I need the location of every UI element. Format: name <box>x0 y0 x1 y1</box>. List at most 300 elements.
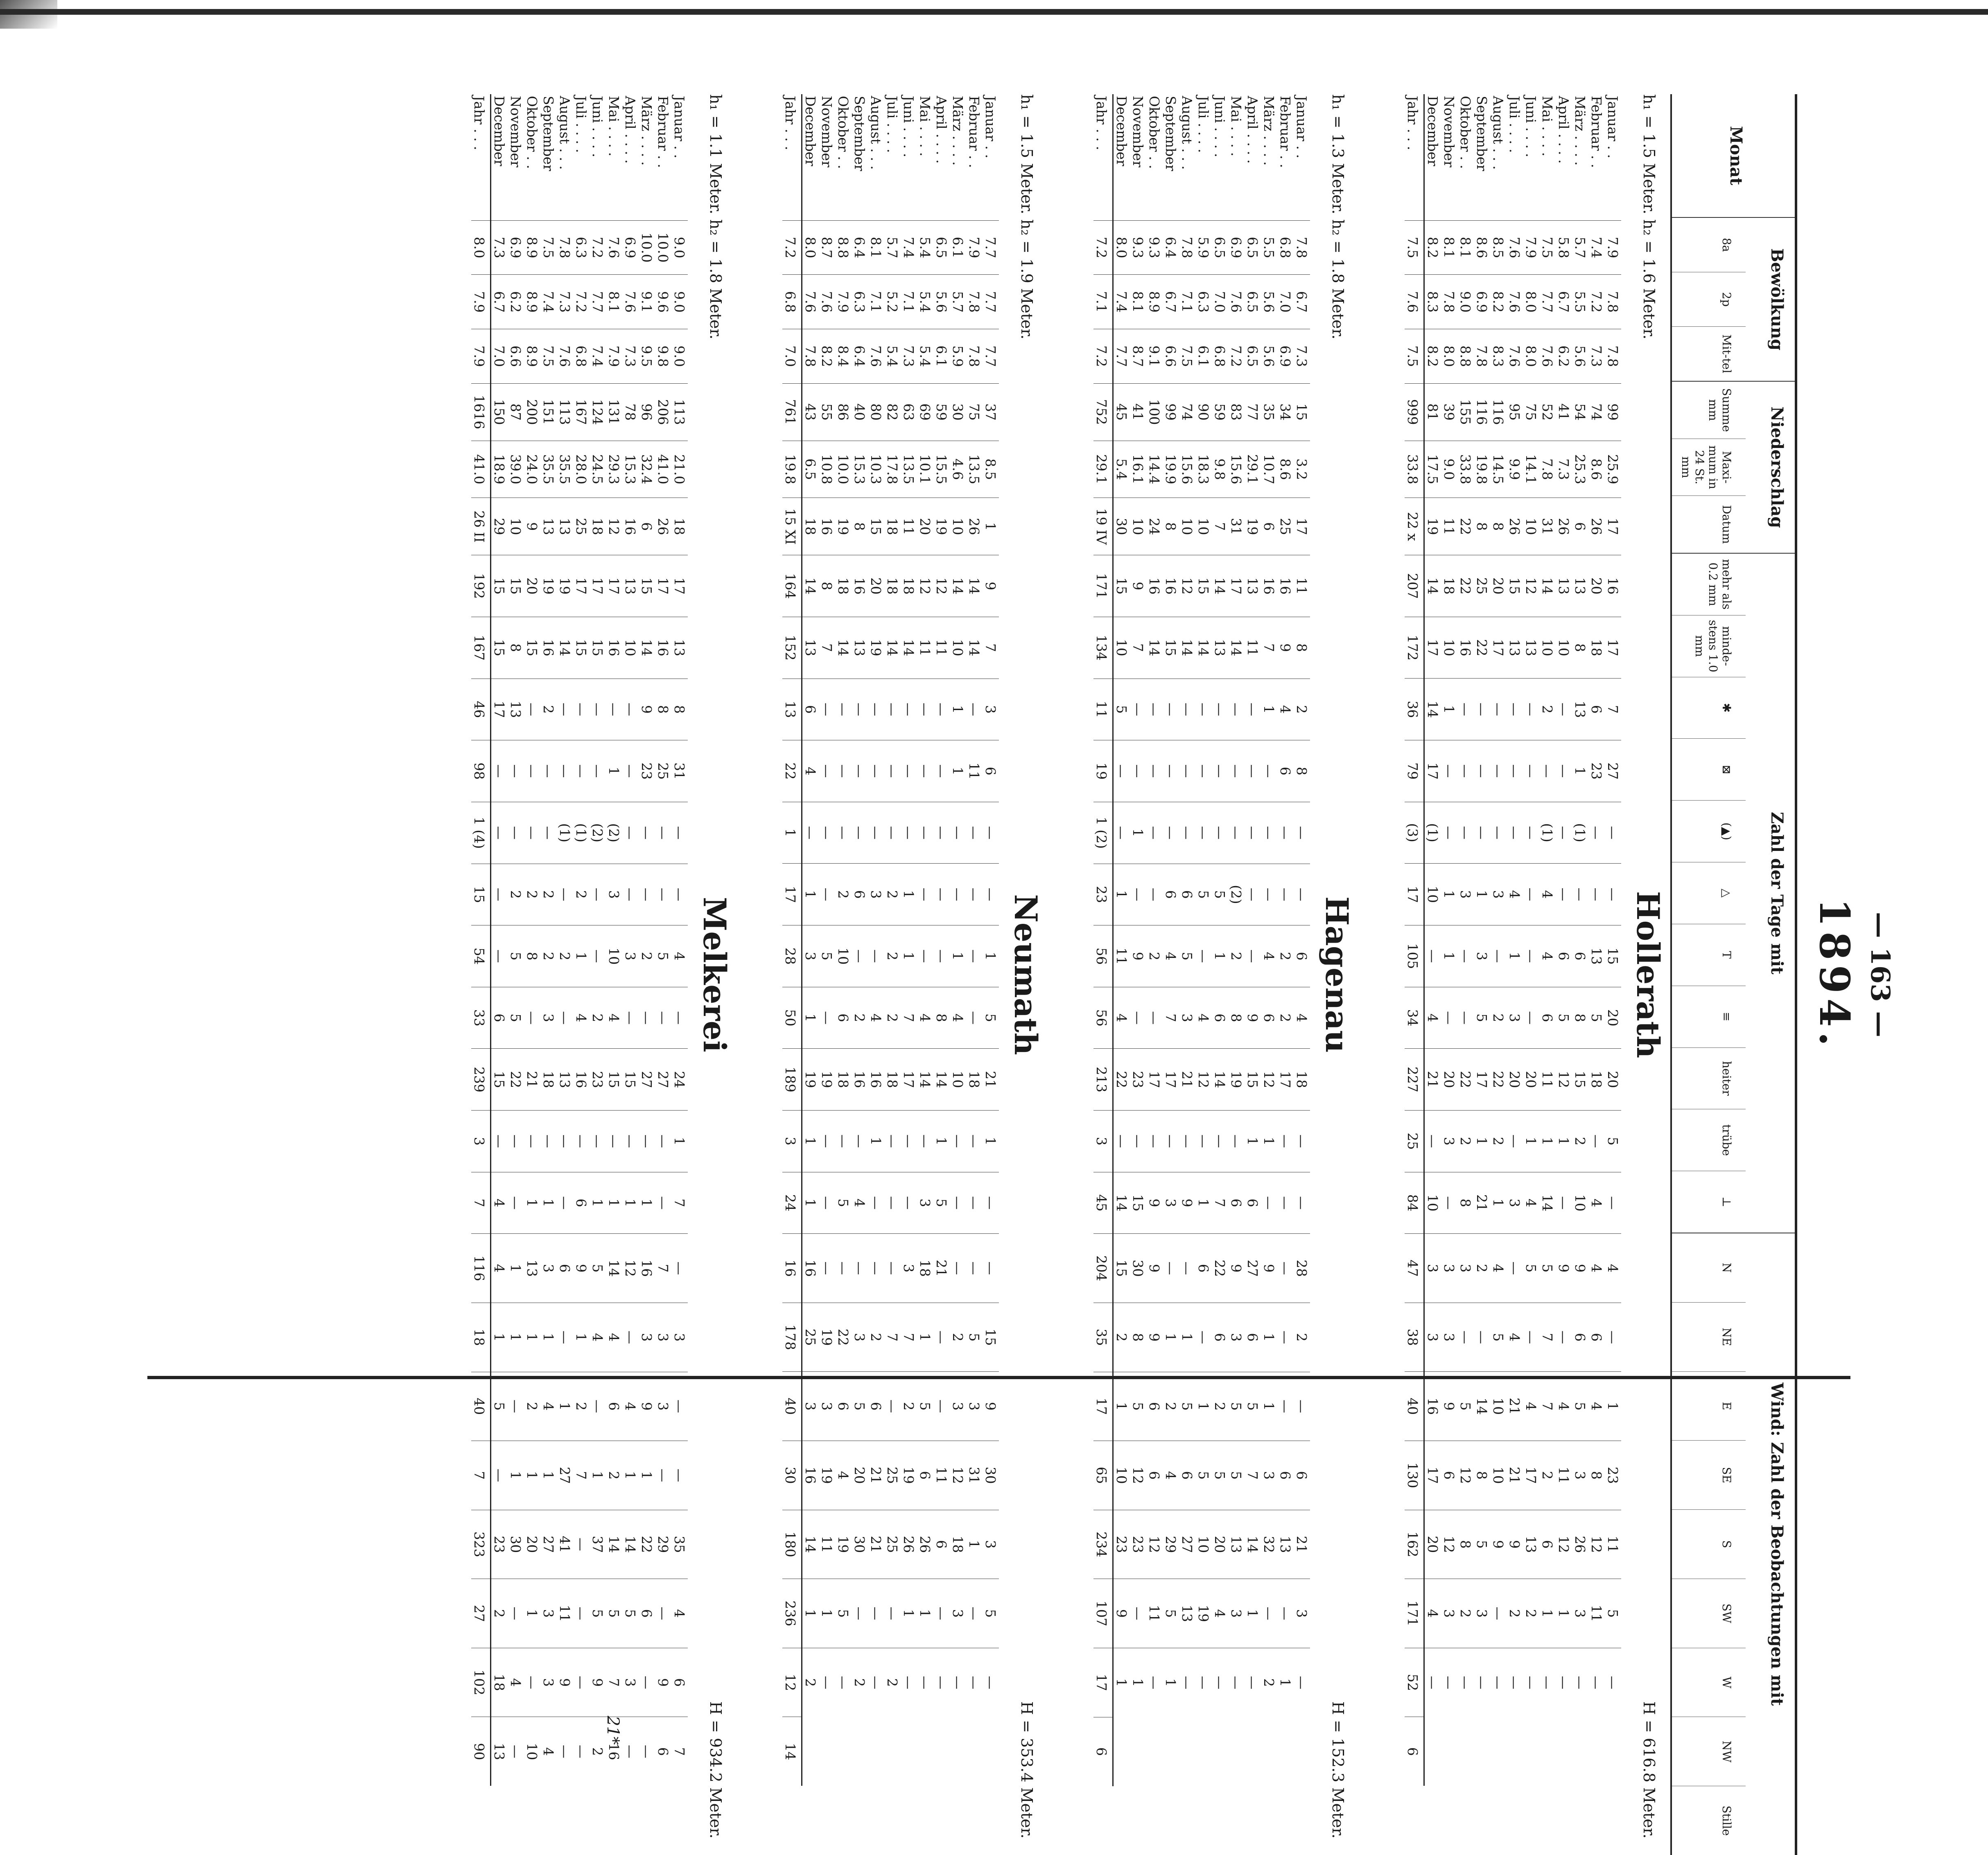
table-cell: 10.1 <box>917 441 933 498</box>
table-cell: 152 <box>782 617 802 679</box>
table-cell: 13 <box>782 679 802 740</box>
table-cell: 19 <box>819 1303 835 1372</box>
table-cell: 7.8 <box>1539 441 1556 498</box>
table-cell: 87 <box>508 383 524 441</box>
table-cell: 9 <box>557 1648 573 1717</box>
table-cell: 3 <box>540 1234 557 1303</box>
table-cell: 5.6 <box>1261 329 1277 384</box>
table-cell: 5 <box>835 1579 852 1648</box>
table-cell: — <box>983 1172 999 1234</box>
table-cell: 20 <box>1605 987 1621 1049</box>
table-cell: 52 <box>1405 1648 1424 1717</box>
table-cell: 2 <box>573 864 590 925</box>
table-cell: 1 <box>1113 1648 1130 1717</box>
month-label: April . . . . <box>1245 96 1261 164</box>
table-cell: 3 <box>1507 987 1523 1049</box>
table-cell: 13 <box>1556 555 1572 617</box>
table-cell: — <box>1441 1648 1457 1717</box>
month-label: December <box>802 96 819 166</box>
table-cell: 4 <box>1588 1372 1605 1441</box>
table-cell: — <box>917 1110 933 1172</box>
table-cell: 113 <box>557 383 573 441</box>
table-cell: 6 <box>1539 987 1556 1049</box>
table-cell: 7.2 <box>1093 329 1113 384</box>
table-cell: — <box>1245 740 1261 802</box>
table-cell: — <box>901 1648 917 1717</box>
table-cell: — <box>639 1111 655 1172</box>
table-cell: 78 <box>622 383 639 441</box>
table-cell: 9.3 <box>1130 220 1146 275</box>
table-row <box>835 94 852 1855</box>
table-cell: 116 <box>1490 383 1507 441</box>
table-cell: 7.8 <box>1605 329 1621 384</box>
table-cell: 21 <box>1424 1049 1441 1111</box>
table-cell: 10 <box>524 1717 540 1786</box>
table-cell: 8.8 <box>835 220 852 275</box>
table-cell: 5 <box>1457 1372 1474 1441</box>
table-cell: 2 <box>573 1372 590 1441</box>
table-cell: — <box>819 1648 835 1717</box>
table-cell: 8.9 <box>524 329 540 384</box>
bewoelkung-col-1: 2p <box>1672 272 1746 326</box>
table-cell: 10 <box>950 617 966 679</box>
table-cell: 4 <box>1507 864 1523 925</box>
table-cell: 15 <box>573 617 590 679</box>
table-cell: 16 <box>1457 617 1474 679</box>
table-cell: — <box>1163 802 1179 864</box>
table-cell: 2 <box>1539 679 1556 740</box>
table-cell: 2 <box>508 864 524 925</box>
table-row <box>933 94 950 1855</box>
table-cell: 8.1 <box>1130 275 1146 329</box>
table-cell: 17 <box>1146 1049 1163 1111</box>
table-cell: — <box>1277 1303 1294 1372</box>
table-cell: 2 <box>901 1372 917 1441</box>
table-cell: 15.5 <box>933 441 950 498</box>
table-cell: 26 <box>1556 498 1572 555</box>
table-cell: 1 <box>1572 740 1588 802</box>
table-cell: 13 <box>491 1717 508 1786</box>
table-cell: 86 <box>835 383 852 441</box>
table-cell: 13.5 <box>901 441 917 498</box>
table-cell: 1 <box>606 740 622 802</box>
table-cell: 8 <box>1474 1441 1490 1510</box>
table-cell: 7.1 <box>1179 275 1195 329</box>
table-cell: 17 <box>1405 864 1424 925</box>
table-cell: — <box>491 1111 508 1172</box>
table-cell: 14 <box>639 617 655 679</box>
table-cell: 4 <box>508 1648 524 1717</box>
table-cell: (1) <box>1539 802 1556 864</box>
table-cell: 12 <box>622 1234 639 1303</box>
table-cell: 25 <box>1474 555 1490 617</box>
table-cell: 8.6 <box>1588 441 1605 498</box>
table-cell: 12 <box>917 555 933 617</box>
table-cell: 5.9 <box>1195 220 1212 275</box>
table-cell: — <box>1605 802 1621 864</box>
table-row <box>802 94 819 1855</box>
table-cell: 10 <box>835 925 852 987</box>
table-cell: 16 <box>606 617 622 679</box>
table-cell: 38 <box>1405 1303 1424 1372</box>
table-cell: — <box>1605 864 1621 925</box>
table-cell: 30 <box>1113 498 1130 555</box>
table-cell: — <box>573 1579 590 1648</box>
table-cell: 8.0 <box>1113 220 1130 275</box>
table-cell: 29.1 <box>1093 441 1113 498</box>
table-cell: — <box>1228 802 1245 864</box>
table-cell: — <box>835 679 852 740</box>
table-cell: — <box>524 1648 540 1717</box>
table-cell: 5 <box>1605 1111 1621 1172</box>
table-cell: 26 <box>1507 498 1523 555</box>
table-cell: 10 <box>1490 1441 1507 1510</box>
table-cell: 9.0 <box>1441 441 1457 498</box>
table-cell: 9 <box>1228 1234 1245 1303</box>
table-cell: — <box>1245 864 1261 925</box>
table-cell: — <box>966 987 983 1049</box>
table-cell: 7 <box>573 1441 590 1510</box>
table-cell: 8 <box>1572 987 1588 1049</box>
table-cell: 8.1 <box>868 220 884 275</box>
table-cell: 5 <box>1179 1372 1195 1441</box>
table-cell: 10 <box>1490 1372 1507 1441</box>
table-cell: 7 <box>884 1303 901 1372</box>
table-cell: 6 <box>557 1234 573 1303</box>
zahl-col-10: ⊥ <box>1672 1171 1746 1233</box>
table-cell: 7 <box>1539 1372 1556 1441</box>
table-cell: 7.5 <box>1405 329 1424 384</box>
table-cell: 9.0 <box>671 275 688 329</box>
table-cell: — <box>1146 1648 1163 1717</box>
table-cell: 8 <box>1490 498 1507 555</box>
table-cell: 15 <box>1163 617 1179 679</box>
table-cell: 13 <box>622 555 639 617</box>
table-cell: 151 <box>540 383 557 441</box>
table-cell: — <box>1294 864 1310 925</box>
table-row <box>508 94 524 1855</box>
table-cell: — <box>852 740 868 802</box>
table-cell: 11 <box>1146 1579 1163 1648</box>
table-row <box>1179 94 1195 1855</box>
table-cell: 15 <box>1245 1049 1261 1111</box>
table-cell: 27 <box>1179 1510 1195 1579</box>
table-cell: 14 <box>1195 617 1212 679</box>
table-cell: 6.9 <box>508 220 524 275</box>
table-cell: 6.3 <box>573 220 590 275</box>
table-cell: 9.0 <box>671 220 688 275</box>
table-cell: 10 <box>950 1049 966 1111</box>
table-cell: 30 <box>852 1510 868 1579</box>
table-cell: — <box>1146 802 1163 864</box>
table-cell: — <box>491 1441 508 1510</box>
table-row <box>1130 94 1146 1855</box>
table-cell: 4 <box>1163 925 1179 987</box>
table-cell: 19 <box>819 1049 835 1111</box>
table-cell: 178 <box>782 1303 802 1372</box>
page-number: — 163 — <box>1865 912 1895 1038</box>
table-cell: 18 <box>1588 1049 1605 1111</box>
table-cell: 6 <box>1572 498 1588 555</box>
table-cell: 23 <box>1113 1510 1130 1579</box>
table-cell: 12 <box>1130 1441 1146 1510</box>
table-cell: 90 <box>1195 383 1212 441</box>
table-cell: 14 <box>933 1049 950 1111</box>
table-cell: 35 <box>671 1510 688 1579</box>
table-cell: — <box>819 1110 835 1172</box>
table-cell: 13 <box>852 617 868 679</box>
table-cell: 7.2 <box>1093 220 1113 275</box>
page-year: 1894. <box>1810 898 1859 1051</box>
table-cell: 23 <box>1605 1441 1621 1510</box>
table-cell: 20 <box>1605 1049 1621 1111</box>
table-cell: 1 <box>1261 1372 1277 1441</box>
table-cell: 7.3 <box>1588 329 1605 384</box>
table-cell: 18 <box>540 1049 557 1111</box>
table-cell: 14 <box>802 1510 819 1579</box>
table-cell: 15 <box>1572 1049 1588 1111</box>
table-cell: 22 <box>1490 1049 1507 1111</box>
table-cell: 1 <box>1277 1648 1294 1717</box>
table-cell: 3 <box>1093 1111 1113 1172</box>
table-cell: 4 <box>491 1172 508 1234</box>
table-row <box>1228 94 1245 1855</box>
table-cell: 1 <box>508 1441 524 1510</box>
table-cell: 23 <box>590 1049 606 1111</box>
table-cell: 7.6 <box>1539 329 1556 384</box>
table-cell: — <box>1277 802 1294 864</box>
table-cell: 8.2 <box>819 329 835 384</box>
table-cell: — <box>622 1717 639 1786</box>
zahl-col-2: ✱ <box>1672 677 1746 739</box>
table-cell: — <box>1277 1372 1294 1441</box>
station-melkerei-H-label: H = 934.2 Meter. <box>707 1701 725 1839</box>
table-cell: 5 <box>1212 1441 1228 1510</box>
table-cell: 12 <box>933 555 950 617</box>
table-cell: 18 <box>917 1234 933 1303</box>
table-cell: 13 <box>1212 617 1228 679</box>
table-cell: 17 <box>1163 1049 1179 1111</box>
header-bewoelkung: Bewölkung 8a 2p Mit-tel <box>1672 217 1795 381</box>
table-cell: — <box>950 1172 966 1234</box>
zahl-col-5: △ <box>1672 862 1746 924</box>
table-cell: 9 <box>639 679 655 740</box>
station-hollerath-h-label: h₁ = 1.5 Meter. h₂ = 1.6 Meter. <box>1640 94 1658 339</box>
table-cell: — <box>1146 740 1163 802</box>
table-cell: 10 <box>606 925 622 987</box>
table-row <box>782 94 802 1855</box>
table-cell: 4 <box>573 987 590 1049</box>
table-cell: — <box>1588 1648 1605 1717</box>
table-cell: 9.8 <box>655 329 671 384</box>
table-cell: 40 <box>471 1372 491 1441</box>
wind-col-4: S <box>1672 1509 1746 1579</box>
table-cell: 1 <box>1113 1372 1130 1441</box>
table-cell: 7.8 <box>1294 220 1310 275</box>
table-cell: 15 <box>1507 555 1523 617</box>
table-cell: — <box>802 802 819 864</box>
table-cell: — <box>1130 864 1146 925</box>
table-cell: 7.9 <box>835 275 852 329</box>
table-cell: 36 <box>1405 679 1424 740</box>
table-cell: 4 <box>1490 1234 1507 1303</box>
table-cell: — <box>1195 740 1212 802</box>
table-cell: 6 <box>573 1172 590 1234</box>
table-cell: — <box>966 1172 983 1234</box>
table-cell: 24 <box>782 1172 802 1234</box>
table-cell: 6 <box>1179 864 1195 925</box>
table-cell: 5 <box>606 1579 622 1648</box>
table-cell: 12 <box>782 1648 802 1717</box>
table-cell: — <box>1113 802 1130 864</box>
table-cell: 19 IV <box>1093 498 1113 555</box>
table-cell: 8.9 <box>524 275 540 329</box>
table-cell: — <box>1261 802 1277 864</box>
table-cell: 22 <box>1457 1049 1474 1111</box>
table-cell: 5.4 <box>1113 441 1130 498</box>
table-cell: 162 <box>1405 1510 1424 1579</box>
table-cell: 15.3 <box>852 441 868 498</box>
month-label: Januar . . <box>983 96 999 158</box>
table-cell: (1) <box>557 802 573 864</box>
table-cell: 1 <box>491 1303 508 1372</box>
table-cell: — <box>1130 740 1146 802</box>
scan-top-edge <box>0 9 1988 15</box>
table-cell: 16 <box>868 1049 884 1111</box>
table-cell: 13 <box>1588 925 1605 987</box>
table-cell: 11 <box>1113 925 1130 987</box>
table-row <box>1457 94 1474 1855</box>
table-cell: 56 <box>1093 925 1113 987</box>
table-row <box>1605 94 1621 1855</box>
table-cell: 17 <box>1228 555 1245 617</box>
table-cell: — <box>868 925 884 987</box>
month-label: December <box>491 96 508 166</box>
table-cell: 8.2 <box>1490 275 1507 329</box>
station-neumath-H-label: H = 353.4 Meter. <box>1018 1701 1036 1839</box>
table-cell: 33.8 <box>1457 441 1474 498</box>
table-cell: 7.0 <box>1212 275 1228 329</box>
table-cell: 6 <box>1093 1717 1113 1786</box>
table-cell: 1616 <box>471 383 491 441</box>
table-cell: 1 <box>983 925 999 987</box>
table-cell: 3 <box>901 1234 917 1303</box>
table-cell: — <box>622 679 639 740</box>
table-cell: — <box>1179 740 1195 802</box>
table-cell: 7.6 <box>557 329 573 384</box>
table-cell: 7.4 <box>590 329 606 384</box>
table-cell: 8 <box>819 555 835 617</box>
table-cell: — <box>639 802 655 864</box>
table-cell: 16 <box>1605 555 1621 617</box>
table-cell: 6 <box>1228 1172 1245 1234</box>
table-cell: — <box>1490 925 1507 987</box>
month-label: Februar . . <box>655 96 671 168</box>
table-cell: 5 <box>933 1172 950 1234</box>
station-hollerath-title: Hollerath <box>1630 891 1666 1059</box>
table-cell: 7.8 <box>966 275 983 329</box>
table-cell: — <box>1457 679 1474 740</box>
table-cell: 41 <box>1130 383 1146 441</box>
table-cell: 3 <box>868 864 884 925</box>
table-cell: 15 <box>1113 1234 1130 1303</box>
table-cell: 2 <box>852 987 868 1049</box>
table-cell: 8 <box>933 987 950 1049</box>
table-cell: 15 <box>1294 383 1310 441</box>
table-cell: 6 <box>835 1372 852 1441</box>
table-cell: 10 <box>508 498 524 555</box>
table-cell: 761 <box>782 383 802 441</box>
table-cell: 6 <box>1195 1234 1212 1303</box>
table-cell: 20 <box>1588 555 1605 617</box>
table-cell: — <box>835 1234 852 1303</box>
table-cell: — <box>1490 679 1507 740</box>
table-cell: 8.1 <box>1441 220 1457 275</box>
table-cell: 16 <box>819 498 835 555</box>
table-cell: 7.8 <box>1474 329 1490 384</box>
table-cell: — <box>1457 1648 1474 1717</box>
table-cell: 1 <box>639 1172 655 1234</box>
table-cell: 18 <box>884 498 901 555</box>
table-cell: 192 <box>471 555 491 617</box>
table-cell: 22 <box>1474 617 1490 679</box>
table-cell: 2 <box>1457 1111 1474 1172</box>
table-cell: 1 <box>1441 679 1457 740</box>
table-cell: 39 <box>1441 383 1457 441</box>
table-cell: 9 <box>1130 925 1146 987</box>
table-cell: 1 <box>950 740 966 802</box>
table-cell: 7 <box>471 1172 491 1234</box>
table-cell: 1 <box>1245 1111 1261 1172</box>
table-cell: 2 <box>1294 679 1310 740</box>
table-cell: — <box>1277 1579 1294 1648</box>
table-cell: 35.5 <box>540 441 557 498</box>
table-cell: 27 <box>1605 740 1621 802</box>
bewoelkung-col-0: 8a <box>1720 238 1733 252</box>
table-cell: — <box>639 1717 655 1786</box>
table-cell: 7.1 <box>868 275 884 329</box>
table-cell: — <box>1457 802 1474 864</box>
table-cell: 18 <box>1588 617 1605 679</box>
month-label: Oktober . . <box>524 96 540 169</box>
table-cell: 13 <box>1523 617 1539 679</box>
zahl-col-3: ⊠ <box>1672 738 1746 800</box>
table-cell: 4 <box>1507 1303 1523 1372</box>
table-cell: 20 <box>917 498 933 555</box>
month-label: August . . . <box>868 96 884 170</box>
table-cell: 7 <box>1212 498 1228 555</box>
table-cell: 54 <box>1572 383 1588 441</box>
wind-col-1: NE <box>1672 1302 1746 1371</box>
month-label: Juli . . . . <box>1507 96 1523 153</box>
table-cell: 234 <box>1093 1510 1113 1579</box>
month-label: März . . . . <box>1261 96 1277 166</box>
table-cell: 13 <box>1507 617 1523 679</box>
table-cell: 2 <box>540 679 557 740</box>
table-cell: 13 <box>1179 1579 1195 1648</box>
table-cell: 22 <box>1113 1049 1130 1111</box>
table-cell: 3 <box>622 1648 639 1717</box>
table-cell: 7 <box>1245 1441 1261 1510</box>
table-cell: 9 <box>1130 555 1146 617</box>
table-cell: 1 <box>524 1579 540 1648</box>
table-cell: — <box>1523 1303 1539 1372</box>
table-cell: — <box>950 802 966 864</box>
table-cell: 7.3 <box>901 329 917 384</box>
table-cell: 6.3 <box>1195 275 1212 329</box>
table-cell: — <box>1294 1172 1310 1234</box>
table-cell: 7.7 <box>590 275 606 329</box>
